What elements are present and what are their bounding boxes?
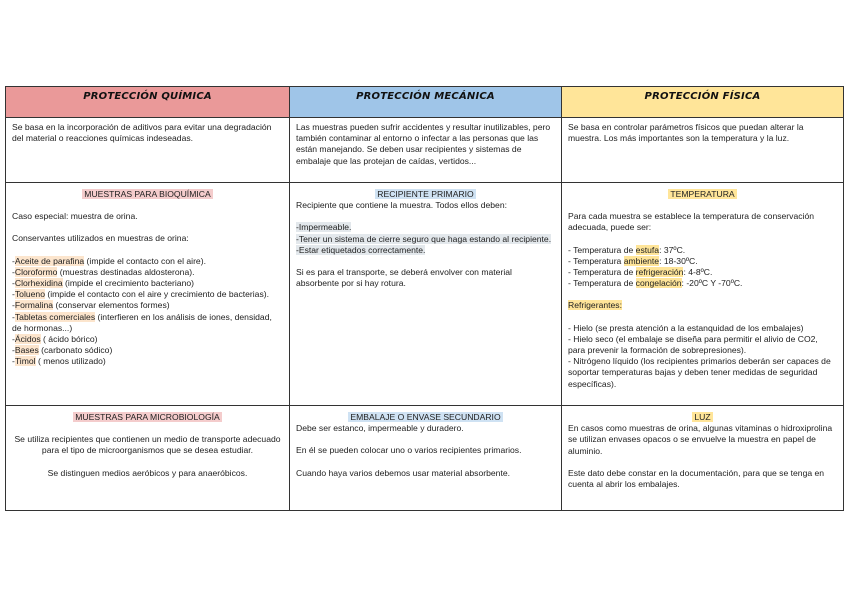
bullet-dash: - — [12, 289, 15, 300]
conservante-item — [12, 356, 283, 367]
temperatura-item-pre: - Temperatura de — [568, 278, 636, 289]
temperatura-item-value: : 37ºC. — [659, 244, 686, 255]
conservante-name: Formalina — [14, 300, 54, 311]
header-fisica-label: PROTECCIÓN FÍSICA — [644, 91, 761, 102]
header-quimica — [6, 87, 290, 118]
conservante-desc: ( menos utilizado) — [35, 356, 106, 367]
temperatura-item-type: congelación — [635, 278, 682, 289]
temperatura-item-value: : -20ºC Y -70ºC. — [681, 278, 743, 289]
primario-item-text: -Tener un sistema de cierre seguro que haga estando al recipiente. — [296, 233, 552, 244]
conservante-desc: (interfieren en los análisis de iones, densidad, de hormonas...) — [12, 311, 272, 333]
bullet-dash: - — [12, 278, 15, 289]
temperatura-title: TEMPERATURA — [670, 189, 735, 199]
conservante-desc: ( ácido bórico) — [40, 334, 98, 345]
conservante-item — [12, 267, 283, 278]
temperatura-item-value: : 18-30ºC. — [659, 255, 698, 266]
embalaje-title: EMBALAJE O ENVASE SECUNDARIO — [350, 412, 501, 422]
embalaje-cell — [290, 406, 562, 511]
primario-title: RECIPIENTE PRIMARIO — [377, 189, 474, 199]
bullet-dash: - — [12, 311, 15, 322]
temperatura-list — [568, 245, 837, 290]
intro-quimica: Se basa en la incorporación de aditivos para evitar una degradación del material o reacciones químicas indeseadas. — [12, 122, 272, 144]
refrigerantes-list — [568, 323, 837, 390]
temperatura-cell — [562, 183, 844, 406]
primario-transporte: Si es para el transporte, se deberá envolver con material absorbente por si hay rotura. — [296, 267, 512, 289]
bioquimica-title: MUESTRAS PARA BIOQUÍMICA — [84, 189, 211, 199]
conservante-name: Clorhexidina — [14, 278, 63, 289]
conservantes-list — [12, 256, 283, 368]
conservante-item — [12, 289, 283, 300]
temperatura-item-value: : 4-8ºC. — [683, 267, 713, 278]
temperatura-desc: Para cada muestra se establece la temperatura de conservación adecuada, puede ser: — [568, 211, 815, 233]
temperatura-item-pre: - Temperatura de — [568, 244, 636, 255]
primario-cell — [290, 183, 562, 406]
header-row — [6, 87, 844, 118]
luz-cell — [562, 406, 844, 511]
bullet-dash: - — [12, 266, 15, 277]
bottom-row — [6, 406, 844, 511]
header-mecanica-label: PROTECCIÓN MECÁNICA — [356, 91, 495, 102]
conservante-name: Aceite de parafina — [14, 255, 85, 266]
conservante-item — [12, 278, 283, 289]
conservante-name: Bases — [14, 345, 39, 356]
conservante-name: Ácidos — [14, 334, 41, 345]
intro-mecanica-cell — [290, 118, 562, 183]
bullet-dash: - — [12, 345, 15, 356]
conservante-desc: (impide el contacto con el aire). — [84, 255, 206, 266]
intro-row — [6, 118, 844, 183]
luz-title: LUZ — [694, 412, 711, 422]
header-quimica-label: PROTECCIÓN QUÍMICA — [83, 91, 212, 102]
primario-item-text: -Impermeable. — [296, 222, 352, 233]
intro-quimica-cell — [6, 118, 290, 183]
temperatura-item-pre: - Temperatura — [568, 255, 624, 266]
conservante-item — [12, 300, 283, 311]
refrigerante-item: - Hielo (se presta atención a la estanquidad de los embalajes) — [568, 322, 804, 333]
bullet-dash: - — [12, 356, 15, 367]
header-mecanica — [290, 87, 562, 118]
primario-item — [296, 222, 555, 233]
primario-desc: Recipiente que contiene la muestra. Todos ellos deben: — [296, 200, 508, 211]
conservante-desc: (carbonato sódico) — [38, 345, 113, 356]
conservante-item — [12, 312, 283, 334]
primario-item — [296, 245, 555, 256]
bioquimica-caso: Caso especial: muestra de orina. — [12, 211, 138, 222]
temperatura-item — [568, 256, 837, 267]
conservante-name: Tabletas comerciales — [14, 311, 96, 322]
bullet-dash: - — [12, 300, 15, 311]
conservante-desc: (impide el contacto con el aire y crecimiento de bacterias). — [44, 289, 270, 300]
embalaje-p3: Cuando haya varios debemos usar material absorbente. — [296, 467, 511, 478]
conservante-name: Timol — [14, 356, 36, 367]
refrigerante-item: - Nitrógeno líquido (los recipientes primarios deberán ser capaces de soportar temperaturas bajas y deben tener medidas de seguridad específicas). — [568, 356, 831, 389]
bullet-dash: - — [12, 255, 15, 266]
microbiologia-cell — [6, 406, 290, 511]
conservante-name: Cloroformo — [14, 266, 58, 277]
primario-item — [296, 234, 555, 245]
temperatura-item — [568, 245, 837, 256]
conservante-name: Tolueno — [14, 289, 45, 300]
temperatura-item-type: estufa — [635, 244, 660, 255]
microbiologia-p1: Se utiliza recipientes que contienen un medio de transporte adecuado para el tipo de microorganismos que se desea estudiar. — [14, 434, 281, 456]
embalaje-p1: Debe ser estanco, impermeable y duradero. — [296, 423, 464, 434]
temperatura-item-type: refrigeración — [635, 267, 684, 278]
conservante-desc: (muestras destinadas aldosterona). — [57, 266, 195, 277]
conservante-item — [12, 345, 283, 356]
refrigerante-item: - Hielo seco (el embalaje se diseña para permitir el alivio de CO2, para prevenir la formación de sobrepresiones). — [568, 333, 818, 356]
protection-table — [5, 86, 844, 511]
embalaje-p2: En él se pueden colocar uno o varios recipientes primarios. — [296, 445, 522, 456]
primario-list — [296, 222, 555, 256]
refrigerantes-label: Refrigerantes: — [568, 300, 622, 311]
intro-fisica-cell — [562, 118, 844, 183]
bioquimica-conservantes: Conservantes utilizados en muestras de orina: — [12, 233, 189, 244]
conservante-desc: (impide el crecimiento bacteriano) — [62, 278, 195, 289]
microbiologia-title: MUESTRAS PARA MICROBIOLOGÍA — [75, 412, 220, 422]
microbiologia-p2: Se distinguen medios aeróbicos y para anaeróbicos. — [47, 467, 248, 478]
conservante-desc: (conservar elementos formes) — [53, 300, 170, 311]
luz-p1: En casos como muestras de orina, algunas vitaminas o hidroxiprolina se utilizan envases opacos o se envuelve la muestra en papel de aluminio. — [568, 423, 833, 456]
temperatura-item — [568, 278, 837, 289]
bullet-dash: - — [12, 334, 15, 345]
bioquimica-cell — [6, 183, 290, 406]
luz-p2: Este dato debe constar en la documentación, para que se tenga en cuenta al abrir los embalajes. — [568, 467, 825, 490]
conservante-item — [12, 256, 283, 267]
temperatura-item-type: ambiente — [623, 255, 660, 266]
header-fisica — [562, 87, 844, 118]
detail-row — [6, 183, 844, 406]
intro-mecanica: Las muestras pueden sufrir accidentes y resultar inutilizables, pero también contaminar al entorno o infectar a las personas que las están manejando. Se deben usar recipientes y sistemas de embalaje que las protejan de caídas, vertidos... — [296, 122, 551, 166]
temperatura-item-pre: - Temperatura de — [568, 267, 636, 278]
intro-fisica: Se basa en controlar parámetros físicos que puedan alterar la muestra. Los más importantes son la temperatura y la luz. — [568, 122, 804, 144]
temperatura-item — [568, 267, 837, 278]
primario-item-text: -Estar etiquetados correctamente. — [296, 244, 426, 255]
conservante-item — [12, 334, 283, 345]
